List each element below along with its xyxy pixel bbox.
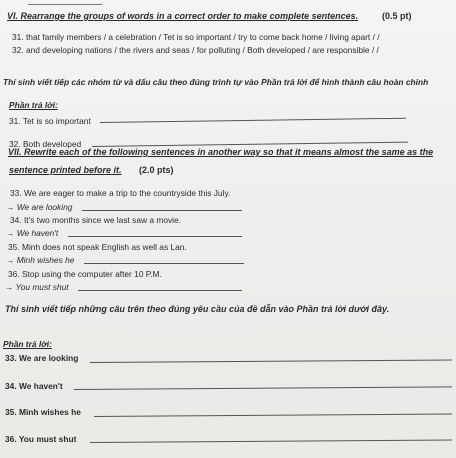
section-vi-points: (0.5 pt) [382,11,412,21]
question-33-line [82,210,242,211]
question-36-prompt: → You must shut [5,282,69,292]
answer-32: 32. Both developed [9,139,82,149]
answer-31: 31. Tet is so important [9,116,91,126]
answer-35-line [94,414,452,417]
question-35-prompt: → Minh wishes he [6,255,75,265]
answer-36: 36. You must shut [5,434,77,444]
question-34-prompt: → We haven't [6,228,59,238]
question-36-line [78,290,242,291]
section-vi-instruction: Thí sinh viết tiếp các nhóm từ và dấu câu theo đúng trình tự vào Phần trả lời để hình thành câu hoàn chỉnh [3,77,429,87]
section-vii-instruction: Thí sinh viết tiếp những câu trên theo đúng yêu cầu của đề dẫn vào Phần trả lời dưới đây. [5,304,390,314]
section-vii-answer-label: Phần trả lời: [3,339,52,349]
question-33-prompt: → We are looking [6,202,73,212]
section-vii-title-line2: sentence printed before it. [9,165,122,175]
question-33: 33. We are eager to make a trip to the countryside this July. [10,188,231,198]
answer-36-line [90,439,452,443]
section-vii-title-line1: VII. Rewrite each of the following sentences in another way so that it means almost the same as the [8,147,434,157]
question-31: 31. that family members / a celebration / Tet is so important / try to come back home / living apart / / [12,32,380,42]
question-34-line [68,236,242,237]
question-36: 36. Stop using the computer after 10 P.M. [8,269,162,279]
question-35: 35. Minh does not speak English as well as Lan. [8,242,187,252]
answer-33: 33. We are looking [5,353,79,363]
section-vi-title: VI. Rearrange the groups of words in a correct order to make complete sentences. [7,11,359,21]
answer-34: 34. We haven't [5,381,63,391]
answer-34-line [74,386,452,390]
section-vii-points: (2.0 pts) [139,165,174,175]
section-vi-answer-label: Phần trả lời: [9,100,58,110]
question-32: 32. and developing nations / the rivers and seas / for polluting / Both developed / are responsible / / [12,45,379,55]
answer-33-line [90,359,452,363]
answer-31-line [100,118,406,123]
question-35-line [84,263,244,264]
question-34: 34. It's two months since we last saw a movie. [10,215,182,225]
answer-35: 35. Minh wishes he [5,407,81,417]
top-rule [28,4,102,5]
